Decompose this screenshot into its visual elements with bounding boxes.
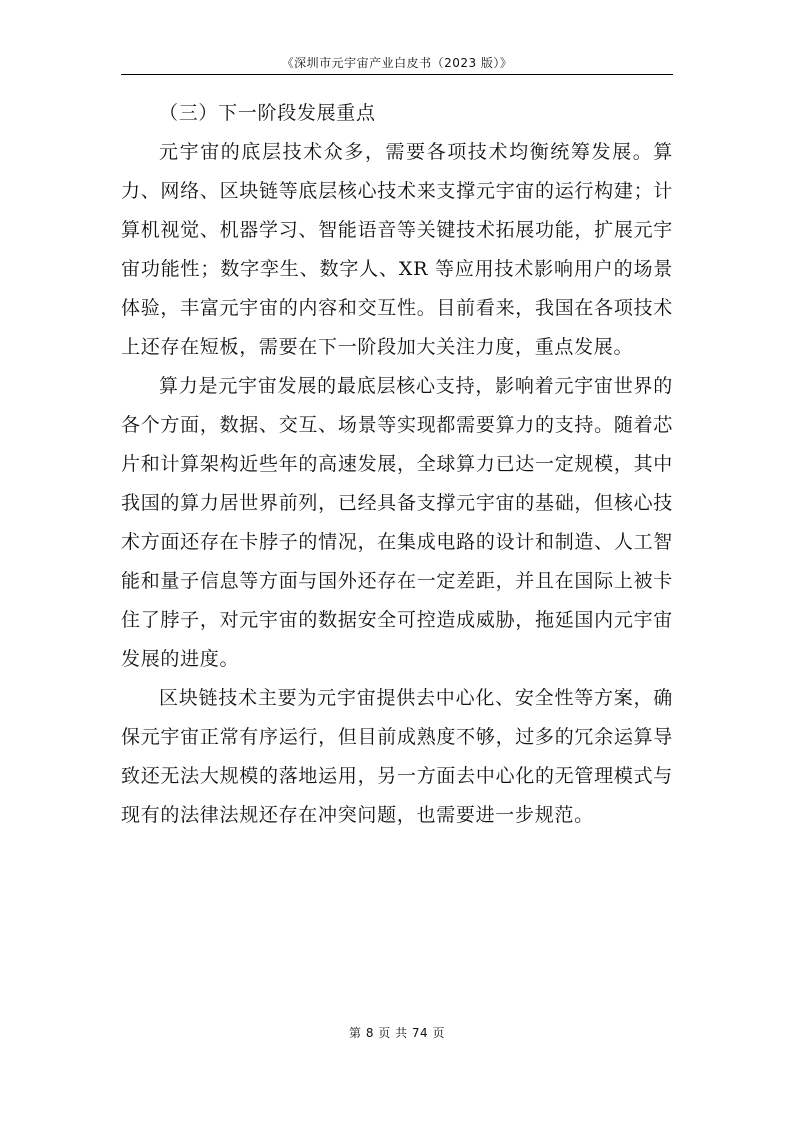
paragraph-blockchain: 区块链技术主要为元宇宙提供去中心化、安全性等方案，确保元宇宙正常有序运行，但目前成熟度不够，过多的冗余运算导致还无法大规模的落地运用，另一方面去中心化的无管理模式与现有的法律法规还存在冲突问题，也需要进一步规范。: [121, 687, 673, 826]
page-footer: 第 8 页 共 74 页: [349, 1026, 445, 1040]
paragraph-technology-overview: 元宇宙的底层技术众多，需要各项技术均衡统筹发展。算力、网络、区块链等底层核心技术来支撑元宇宙的运行构建；计算机视觉、机器学习、智能语音等关键技术拓展功能，扩展元宇宙功能性；数字孪生、数字人、XR 等应用技术影响用户的场景体验，丰富元宇宙的内容和交互性。目前看来，我国在各项技术上还存在短板，需要在下一阶段加大关注力度，重点发展。: [121, 141, 673, 358]
main-content: [121, 94, 673, 835]
document-header: 《深圳市元宇宙产业白皮书（2023 版）》: [281, 56, 513, 70]
paragraph-computing-power: 算力是元宇宙发展的最底层核心支持，影响着元宇宙世界的各个方面，数据、交互、场景等实现都需要算力的支持。随着芯片和计算架构近些年的高速发展，全球算力已达一定规模，其中我国的算力居世界前列，已经具备支撑元宇宙的基础，但核心技术方面还存在卡脖子的情况，在集成电路的设计和制造、人工智能和量子信息等方面与国外还存在一定差距，并且在国际上被卡住了脖子，对元宇宙的数据安全可控造成威胁，拖延国内元宇宙发展的进度。: [121, 375, 673, 670]
section-heading: （三）下一阶段发展重点: [159, 102, 376, 124]
header-divider: [121, 74, 673, 75]
